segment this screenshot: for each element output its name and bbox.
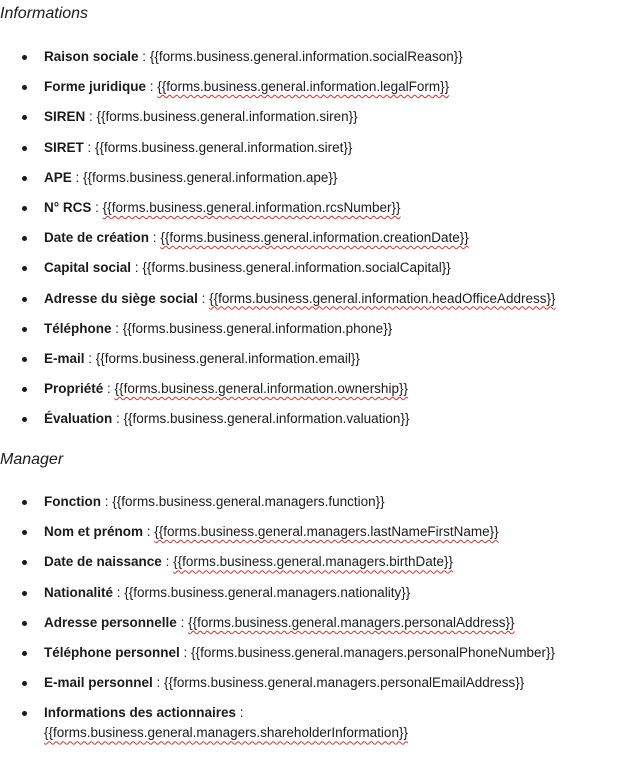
field-label: N° RCS — [44, 199, 92, 215]
field-value[interactable]: {{forms.business.general.information.headOfficeAddress}} — [209, 290, 556, 306]
field-label: SIREN — [44, 109, 86, 125]
separator: : — [111, 320, 123, 336]
list-item-rcs — [0, 198, 556, 228]
separator: : — [83, 139, 96, 155]
field-value[interactable]: {{forms.business.general.managers.nationality}} — [124, 584, 411, 600]
field-label: SIRET — [44, 139, 84, 155]
field-label: Raison sociale — [44, 49, 139, 64]
list-item-adresse-personnelle — [0, 613, 555, 643]
list-item-capital-social — [0, 258, 556, 288]
field-label: Fonction — [44, 494, 101, 509]
field-value[interactable]: {{forms.business.general.information.socialReason}} — [149, 49, 463, 64]
field-value[interactable]: {{forms.business.general.information.creationDate}} — [160, 230, 469, 246]
field-value[interactable]: {{forms.business.general.information.ape}} — [83, 169, 338, 185]
list-item-actionnaires — [0, 703, 555, 743]
field-value[interactable]: {{forms.business.general.managers.birthDate}} — [173, 554, 453, 570]
list-item-telephone-personnel — [0, 643, 555, 673]
field-value[interactable]: {{forms.business.general.information.rcsNumber}} — [102, 199, 401, 215]
field-label: Informations des actionnaires — [44, 705, 237, 721]
section-title-informations: Informations — [0, 5, 89, 22]
separator: : — [146, 79, 158, 95]
list-item-email-personnel — [0, 673, 555, 703]
field-value[interactable]: {{forms.business.general.managers.personalEmailAddress}} — [164, 675, 525, 691]
list-item-siren — [0, 107, 556, 137]
separator: : — [176, 614, 189, 630]
section-title-manager: Manager — [0, 451, 64, 468]
separator: : — [85, 109, 97, 125]
separator: : — [131, 260, 143, 276]
field-label: Date de naissance — [44, 554, 162, 570]
informations-list — [0, 47, 556, 439]
field-label: Nationalité — [44, 584, 114, 600]
manager-list — [0, 492, 555, 743]
separator: : — [138, 49, 150, 64]
field-label: E-mail personnel — [44, 675, 153, 691]
separator: : — [161, 554, 174, 570]
list-item-evaluation — [0, 409, 556, 439]
separator: : — [112, 411, 124, 427]
list-item-nom-prenom — [0, 522, 555, 552]
separator: : — [113, 584, 125, 600]
field-value[interactable]: {{forms.business.general.managers.function}} — [112, 494, 385, 509]
list-item-date-naissance — [0, 552, 555, 582]
field-value[interactable]: {{forms.business.general.information.legalForm}} — [157, 79, 450, 95]
field-label: Propriété — [44, 381, 104, 397]
separator: : — [149, 230, 161, 246]
list-item-email — [0, 349, 556, 379]
field-value[interactable]: {{forms.business.general.information.email}} — [95, 350, 360, 366]
separator: : — [197, 290, 210, 306]
list-item-propriete — [0, 379, 556, 409]
field-value[interactable]: {{forms.business.general.managers.lastNameFirstName}} — [154, 524, 499, 540]
separator: : — [84, 350, 96, 366]
field-value[interactable]: {{forms.business.general.managers.personalPhoneNumber}} — [191, 644, 556, 660]
field-label: Téléphone — [44, 320, 112, 336]
field-label: Adresse du siège social — [44, 290, 198, 306]
field-value[interactable]: {{forms.business.general.information.siren}} — [96, 109, 358, 125]
list-item-ape — [0, 168, 556, 198]
field-value[interactable]: {{forms.business.general.information.socialCapital}} — [142, 260, 451, 276]
list-item-telephone — [0, 319, 556, 349]
field-label: Évaluation — [44, 411, 113, 427]
field-value[interactable]: {{forms.business.general.information.siret}} — [95, 139, 353, 155]
field-label: Téléphone personnel — [44, 644, 180, 660]
separator: : — [152, 675, 165, 691]
list-item-raison-sociale — [0, 47, 556, 77]
list-item-nationalite — [0, 583, 555, 613]
field-label: Forme juridique — [44, 79, 147, 95]
list-item-date-creation — [0, 228, 556, 258]
separator: : — [143, 524, 155, 540]
separator: : — [103, 381, 115, 397]
field-value[interactable]: {{forms.business.general.information.valuation}} — [123, 411, 410, 427]
field-value[interactable]: {{forms.business.general.information.ownership}} — [114, 381, 408, 397]
field-value[interactable]: {{forms.business.general.managers.shareholderInformation}} — [44, 725, 408, 741]
list-item-adresse-siege — [0, 289, 556, 319]
separator: : — [101, 494, 113, 509]
field-value[interactable]: {{forms.business.general.managers.personalAddress}} — [188, 614, 515, 630]
field-label: Nom et prénom — [44, 524, 144, 540]
list-item-fonction — [0, 492, 555, 522]
field-label: E-mail — [44, 350, 85, 366]
separator: : — [236, 705, 244, 721]
field-label: APE — [44, 169, 72, 185]
list-item-siret — [0, 138, 556, 168]
list-item-forme-juridique — [0, 77, 556, 107]
field-value[interactable]: {{forms.business.general.information.phone}} — [122, 320, 393, 336]
field-label: Capital social — [44, 260, 132, 276]
field-label: Date de création — [44, 230, 150, 246]
separator: : — [91, 199, 103, 215]
separator: : — [179, 644, 192, 660]
field-label: Adresse personnelle — [44, 614, 177, 630]
separator: : — [71, 169, 84, 185]
